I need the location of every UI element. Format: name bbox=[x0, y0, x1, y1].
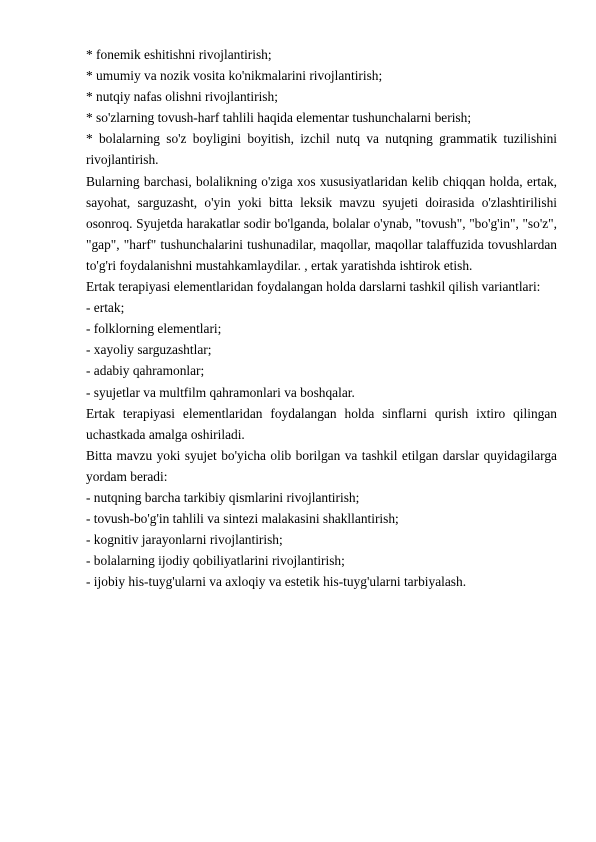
variant-list-item: - syujetlar va multfilm qahramonlari va boshqalar. bbox=[86, 384, 355, 400]
star-bullet-item: * so'zlarning tovush-harf tahlili haqida elementar tushunchalarni berish; bbox=[86, 110, 472, 126]
variant-list-item: - xayoliy sarguzashtlar; bbox=[86, 342, 212, 358]
star-bullet-item: * umumiy va nozik vosita ko'nikmalarini rivojlantirish; bbox=[86, 68, 383, 84]
variants-heading-paragraph: Ertak terapiyasi elementlaridan foydalangan holda darslarni tashkil qilish variantlari: bbox=[86, 279, 541, 295]
star-bullet-item: * nutqiy nafas olishni rivojlantirish; bbox=[86, 89, 278, 105]
star-bullet-item: * fonemik eshitishni rivojlantirish; bbox=[86, 47, 272, 62]
benefit-list-item: - bolalarning ijodiy qobiliyatlarini rivojlantirish; bbox=[86, 553, 345, 569]
classes-paragraph: Ertak terapiyasi elementlaridan foydalangan holda sinflarni qurish ixtiro qilingan uchastkada amalga oshiriladi. bbox=[86, 405, 557, 442]
variant-list-item: - ertak; bbox=[86, 300, 125, 316]
benefit-list-item: - kognitiv jarayonlarni rivojlantirish; bbox=[86, 532, 283, 548]
benefits-heading-paragraph: Bitta mavzu yoki syujet bo'yicha olib borilgan va tashkil etilgan darslar quyidagilarga yordam beradi: bbox=[86, 447, 557, 484]
variant-list-item: - adabiy qahramonlar; bbox=[86, 363, 205, 379]
variant-list-item: - folklorning elementlari; bbox=[86, 321, 222, 337]
document-page bbox=[86, 44, 557, 592]
intro-paragraph: Bularning barchasi, bolalikning o'ziga xos xususiyatlaridan kelib chiqqan holda, ertak, sayohat, sarguzasht, o'yin yoki bitta leksik mavzu syujeti doirasida o'zlashtirilishi osonroq. Syujetda harakatlar sodir bo'lganda, bolalar o'ynab, "tovush", "bo'g'in", "so'z", "gap", "harf" tushunchalarini tushunadilar, maqollar, maqollar talaffuzida tovushlardan to'g'ri foydalanishni mustahkamlaydilar. , ertak yaratishda ishtirok etish. bbox=[86, 173, 557, 273]
benefit-list-item: - nutqning barcha tarkibiy qismlarini rivojlantirish; bbox=[86, 489, 360, 505]
star-bullet-item-long: * bolalarning so'z boyligini boyitish, izchil nutq va nutqning grammatik tuzilishini rivojlantirish. bbox=[86, 131, 557, 168]
benefit-list-item: - tovush-bo'g'in tahlili va sintezi malakasini shakllantirish; bbox=[86, 511, 399, 527]
benefit-list-item: - ijobiy his-tuyg'ularni va axloqiy va estetik his-tuyg'ularni tarbiyalash. bbox=[86, 574, 467, 590]
